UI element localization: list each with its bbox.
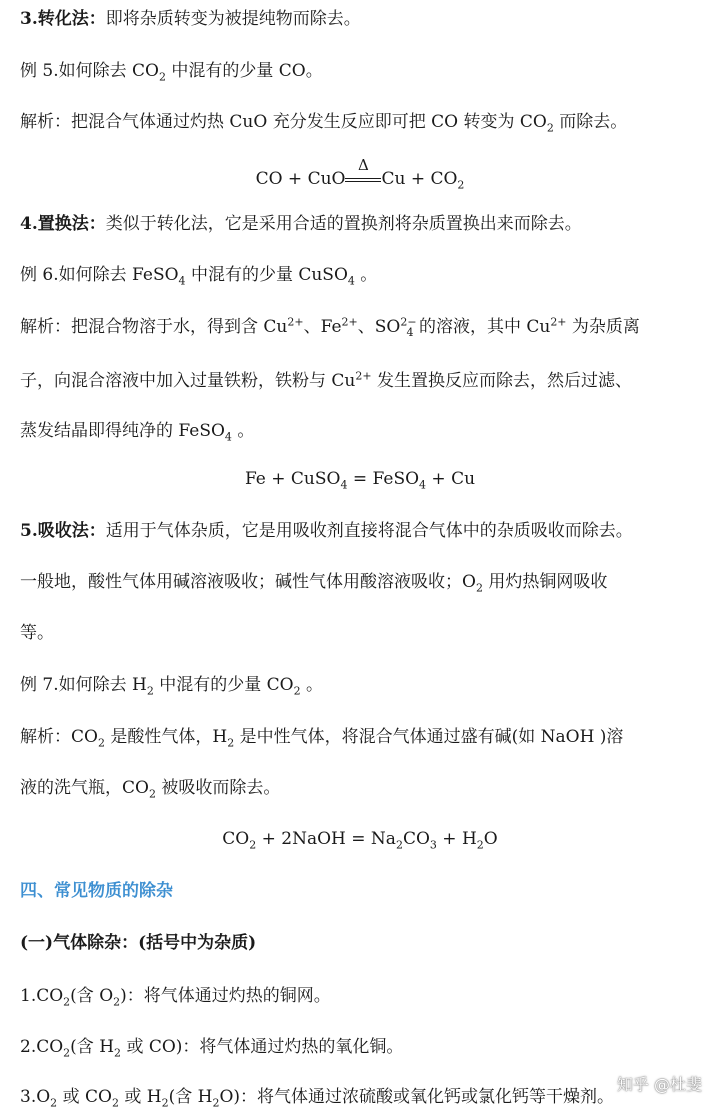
section-3-line [20,8,361,30]
example-7-analysis-1: 解析：$CO_2$ 是酸性气体，$H_2$ 是中性气体，将混合气体通过盛有碱(如 NaOH )溶 [20,727,624,750]
example-6-analysis-1: 解析：把混合物溶于水，得到含 $Cu^{2+}$、$Fe^{2+}$、$SO^{2-}_4$ 的溶液，其中 $Cu^{2+}$ 为杂质离 [20,315,640,340]
section-5-line-3: 等。 [20,623,54,643]
equation-co-cuo: CO + CuO Δ $Cu + CO_2$ [255,155,465,192]
section-4-text: 类似于转化法，它是采用合适的置换剂将杂质置换出来而除去。 [105,214,582,234]
example-5-analysis: 解析：把混合气体通过灼热 CuO 充分发生反应即可把 CO 转变为 $CO_2$ 而除去。 [20,112,628,135]
section-5-line [20,520,633,542]
heat-condition-equals: Δ [345,176,381,184]
section-4-line [20,213,582,235]
example-6-analysis-3: 蒸发结晶即得纯净的 FeSO$_4$ 。 [20,421,255,444]
example-7-analysis-2: 液的洗气瓶，$CO_2$ 被吸收而除去。 [20,778,281,801]
equation-co2-naoh: $CO_2$ + 2NaOH = $Na_2CO_3 + H_2O$ [222,829,498,852]
gas-item-1: $1.CO_2$(含 $O_2$)：将气体通过灼热的铜网。 [20,986,331,1009]
equation-fe-cuso4: Fe + CuSO$_4$ = FeSO$_4$ + Cu [244,469,476,492]
zhihu-watermark: 知乎 @杜斐 [616,1075,702,1094]
section-4-title: 4.置换法： [20,214,106,234]
example-6-question: 例 6.如何除去 FeSO$_4$ 中混有的少量 CuSO$_4$ 。 [20,265,378,288]
gas-item-3: $3.O_2$ 或 $CO_2$ 或 $H_2$(含 $H_2O$)：将气体通过浓硫酸或氧化钙或氯化钙等干燥剂。 [20,1087,615,1110]
section-5-line-2: 一般地，酸性气体用碱溶液吸收；碱性气体用酸溶液吸收；$O_2$ 用灼热铜网吸收 [20,572,608,595]
section-5-title: 5.吸收法： [20,521,106,541]
example-5-question: 例 5.如何除去 $CO_2$ 中混有的少量 CO。 [20,61,323,84]
gas-purification-subheading: (一)气体除杂：(括号中为杂质) [20,933,257,953]
section-4-heading: 四、常见物质的除杂 [20,881,173,901]
example-6-analysis-2: 子，向混合溶液中加入过量铁粉，铁粉与 $Cu^{2+}$ 发生置换反应而除去，然后过滤、 [20,369,632,391]
example-7-question: 例 7.如何除去 $H_2$ 中混有的少量 $CO_2$ 。 [20,675,324,698]
section-3-text: 即将杂质转变为被提纯物而除去。 [105,9,361,29]
gas-item-2: $2.CO_2$(含 $H_2$ 或 CO)：将气体通过灼热的氧化铜。 [20,1037,404,1060]
section-5-text: 适用于气体杂质，它是用吸收剂直接将混合气体中的杂质吸收而除去。 [105,521,633,541]
section-3-title: 3.转化法： [20,9,106,29]
